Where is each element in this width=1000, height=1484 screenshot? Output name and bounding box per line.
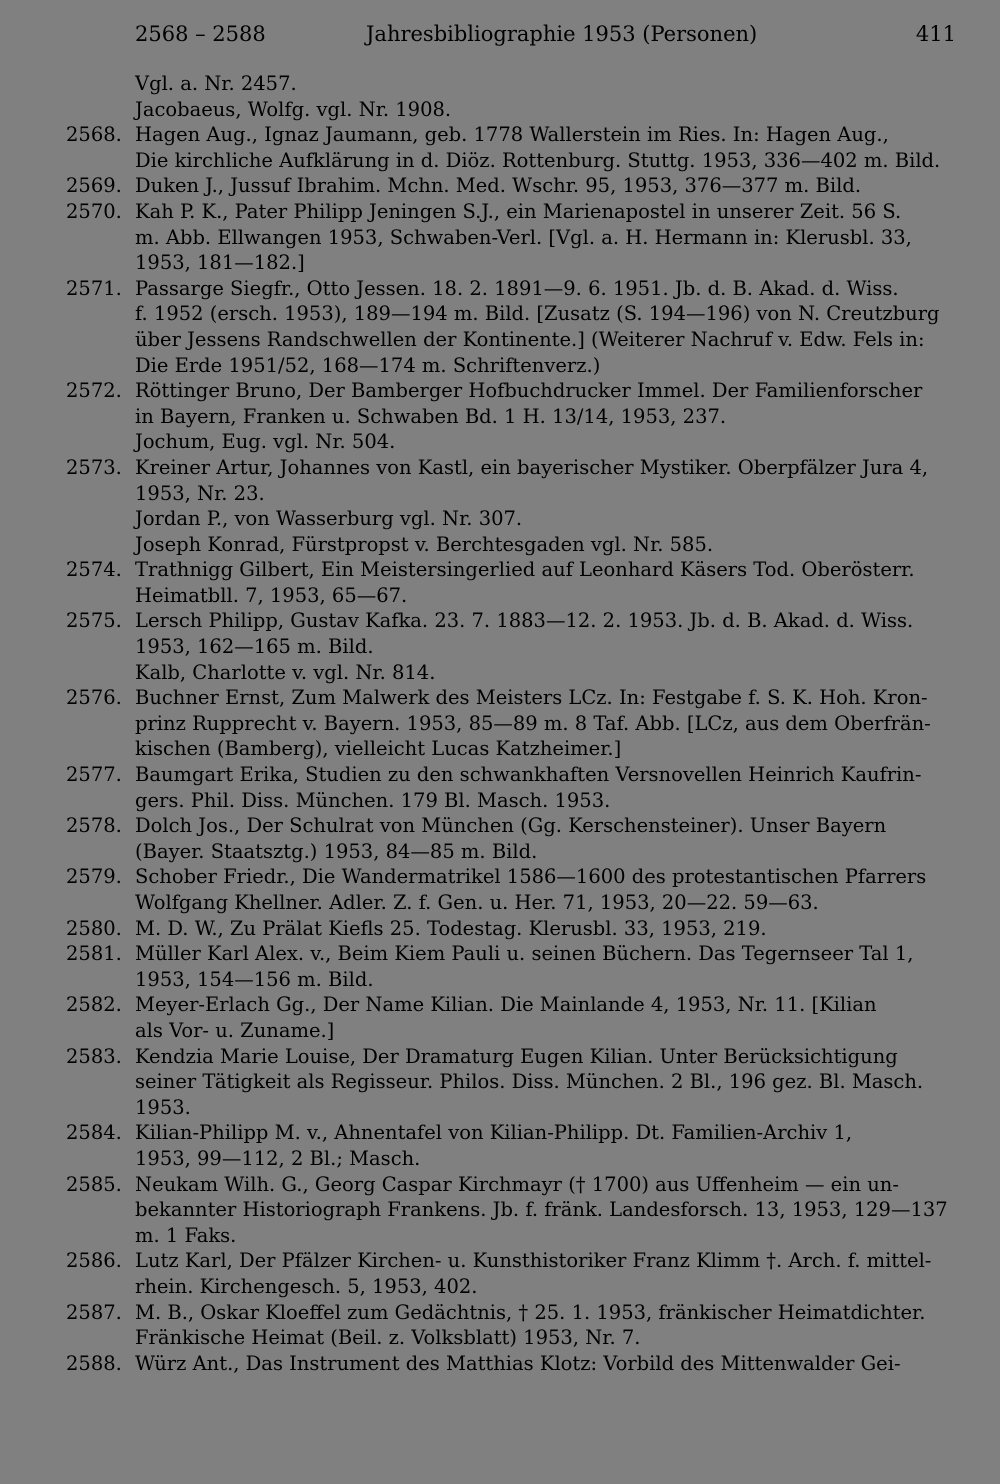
entry-number: 2587. (66, 1300, 122, 1324)
entry-number: 2575. (66, 609, 122, 633)
page-number: 411 (915, 22, 956, 46)
entry-line: Schober Friedr., Die Wandermatrikel 1586—1600 des protestantischen Pfarrers (135, 865, 927, 889)
entry-line: Dolch Jos., Der Schulrat von München (Gg. Kerschensteiner). Unser Bayern (135, 814, 887, 838)
entry-line: M. B., Oskar Kloeffel zum Gedächtnis, † 25. 1. 1953, fränkischer Heimatdichter. (135, 1300, 926, 1324)
entry-line: f. 1952 (ersch. 1953), 189—194 m. Bild. [Zusatz (S. 194—196) von N. Creutzburg (135, 302, 940, 326)
entry-text (135, 429, 956, 455)
cross-reference (0, 97, 1000, 123)
entry-line: Buchner Ernst, Zum Malwerk des Meisters LCz. In: Festgabe f. S. K. Hoh. Kron- (135, 686, 928, 710)
entry-number: 2584. (66, 1121, 122, 1145)
entry-line: m. 1 Faks. (135, 1223, 237, 1247)
entry-line: Lutz Karl, Der Pfälzer Kirchen- u. Kunsthistoriker Franz Klimm †. Arch. f. mittel- (135, 1249, 932, 1273)
cross-reference (0, 532, 1000, 558)
bibliography-entry (0, 813, 1000, 864)
entry-line: Baumgart Erika, Studien zu den schwankhaften Versnovellen Heinrich Kaufrin- (135, 763, 922, 787)
entry-range: 2568 – 2588 (135, 22, 266, 46)
entry-number: 2576. (66, 686, 122, 710)
entry-line: Die Erde 1951/52, 168—174 m. Schriftenverz.) (135, 353, 601, 377)
entry-text (135, 199, 956, 276)
running-title: Jahresbibliographie 1953 (Personen) (366, 22, 758, 46)
entry-line: Duken J., Jussuf Ibrahim. Mchn. Med. Wschr. 95, 1953, 376—377 m. Bild. (135, 174, 862, 198)
entry-number: 2571. (66, 276, 122, 300)
entry-line: in Bayern, Franken u. Schwaben Bd. 1 H. 13/14, 1953, 237. (135, 404, 727, 428)
bibliography-entry (0, 199, 1000, 276)
entry-text (135, 506, 956, 532)
entry-line: Kreiner Artur, Johannes von Kastl, ein bayerischer Mystiker. Oberpfälzer Jura 4, (135, 455, 929, 479)
entry-line: 1953. (135, 1095, 191, 1119)
entry-line: Röttinger Bruno, Der Bamberger Hofbuchdrucker Immel. Der Familienforscher (135, 379, 923, 403)
entry-number: 2578. (66, 814, 122, 838)
bibliography-entry (0, 557, 1000, 608)
entry-text (135, 916, 956, 942)
bibliography-entry (0, 1044, 1000, 1121)
entry-line: Heimatbll. 7, 1953, 65—67. (135, 583, 408, 607)
entry-number: 2573. (66, 455, 122, 479)
entry-number: 2585. (66, 1172, 122, 1196)
entry-line: Jordan P., von Wasserburg vgl. Nr. 307. (135, 507, 523, 531)
bibliography-entry (0, 276, 1000, 378)
entry-number: 2580. (66, 916, 122, 940)
entry-text (135, 941, 956, 992)
bibliography-entry (0, 455, 1000, 506)
entry-line: m. Abb. Ellwangen 1953, Schwaben-Verl. [Vgl. a. H. Hermann in: Klerusbl. 33, (135, 225, 912, 249)
entry-line: Hagen Aug., Ignaz Jaumann, geb. 1778 Wallerstein im Ries. In: Hagen Aug., (135, 123, 889, 147)
entry-line: 1953, 162—165 m. Bild. (135, 635, 374, 659)
entry-text (135, 1248, 956, 1299)
entry-text (135, 813, 956, 864)
entry-line: 1953, Nr. 23. (135, 481, 265, 505)
entry-text (135, 97, 956, 123)
entry-text (135, 1300, 956, 1351)
entry-line: Vgl. a. Nr. 2457. (135, 72, 297, 95)
entry-line: Meyer-Erlach Gg., Der Name Kilian. Die Mainlande 4, 1953, Nr. 11. [Kilian (135, 993, 877, 1017)
entry-text (135, 532, 956, 558)
entry-list (0, 71, 1000, 1376)
entry-number: 2583. (66, 1044, 122, 1068)
entry-line: seiner Tätigkeit als Regisseur. Philos. Diss. München. 2 Bl., 196 gez. Bl. Masch. (135, 1070, 924, 1094)
cross-reference (0, 506, 1000, 532)
entry-line: Neukam Wilh. G., Georg Caspar Kirchmayr († 1700) aus Uffenheim — ein un- (135, 1172, 899, 1196)
entry-text (135, 276, 956, 378)
entry-line: prinz Rupprecht v. Bayern. 1953, 85—89 m. 8 Taf. Abb. [LCz, aus dem Oberfrän- (135, 711, 931, 735)
entry-line: gers. Phil. Diss. München. 179 Bl. Masch. 1953. (135, 788, 611, 812)
entry-line: bekannter Historiograph Frankens. Jb. f. fränk. Landesforsch. 13, 1953, 129—137 (135, 1198, 948, 1222)
bibliography-entry (0, 378, 1000, 429)
bibliography-entry (0, 1300, 1000, 1351)
entry-line: M. D. W., Zu Prälat Kiefls 25. Todestag. Klerusbl. 33, 1953, 219. (135, 916, 767, 940)
entry-number: 2581. (66, 942, 122, 966)
entry-line: 1953, 154—156 m. Bild. (135, 967, 374, 991)
entry-number: 2582. (66, 993, 122, 1017)
entry-number: 2579. (66, 865, 122, 889)
entry-line: 1953, 181—182.] (135, 251, 305, 275)
entry-number: 2574. (66, 558, 122, 582)
entry-text (135, 762, 956, 813)
entry-line: Jochum, Eug. vgl. Nr. 504. (135, 430, 396, 454)
entry-text (135, 455, 956, 506)
bibliography-entry (0, 122, 1000, 173)
entry-text (135, 1172, 956, 1249)
entry-line: Kendzia Marie Louise, Der Dramaturg Eugen Kilian. Unter Berücksichtigung (135, 1044, 898, 1068)
entry-line: Kalb, Charlotte v. vgl. Nr. 814. (135, 660, 436, 684)
entry-text (135, 173, 956, 199)
entry-text (135, 557, 956, 608)
entry-text (135, 660, 956, 686)
entry-line: Wolfgang Khellner. Adler. Z. f. Gen. u. Her. 71, 1953, 20—22. 59—63. (135, 891, 819, 914)
entry-text (135, 1351, 956, 1377)
bibliography-entry (0, 608, 1000, 659)
entry-text (135, 1120, 956, 1171)
page-header (0, 22, 1000, 58)
entry-number: 2568. (66, 123, 122, 147)
entry-text (135, 992, 956, 1043)
bibliography-entry (0, 1351, 1000, 1377)
entry-line: Passarge Siegfr., Otto Jessen. 18. 2. 1891—9. 6. 1951. Jb. d. B. Akad. d. Wiss. (135, 276, 899, 300)
entry-text (135, 378, 956, 429)
entry-line: Fränkische Heimat (Beil. z. Volksblatt) 1953, Nr. 7. (135, 1326, 641, 1350)
cross-reference (0, 429, 1000, 455)
entry-line: Kilian-Philipp M. v., Ahnentafel von Kilian-Philipp. Dt. Familien-Archiv 1, (135, 1121, 853, 1145)
bibliography-entry (0, 685, 1000, 762)
bibliography-entry (0, 173, 1000, 199)
bibliography-entry (0, 941, 1000, 992)
bibliography-entry (0, 916, 1000, 942)
entry-text (135, 685, 956, 762)
entry-line: (Bayer. Staatsztg.) 1953, 84—85 m. Bild. (135, 839, 538, 863)
cross-reference (0, 71, 1000, 97)
entry-text (135, 608, 956, 659)
entry-text (135, 1044, 956, 1121)
entry-line: Joseph Konrad, Fürstpropst v. Berchtesgaden vgl. Nr. 585. (135, 532, 714, 556)
entry-line: Jacobaeus, Wolfg. vgl. Nr. 1908. (135, 97, 452, 121)
entry-line: Trathnigg Gilbert, Ein Meistersingerlied auf Leonhard Käsers Tod. Oberösterr. (135, 558, 915, 582)
entry-line: als Vor- u. Zuname.] (135, 1018, 335, 1042)
bibliography-entry (0, 992, 1000, 1043)
entry-line: Würz Ant., Das Instrument des Matthias Klotz: Vorbild des Mittenwalder Gei- (135, 1351, 901, 1375)
entry-number: 2569. (66, 174, 122, 198)
entry-number: 2572. (66, 379, 122, 403)
bibliography-entry (0, 864, 1000, 915)
bibliography-entry (0, 1248, 1000, 1299)
entry-number: 2588. (66, 1351, 122, 1375)
entry-number: 2570. (66, 199, 122, 223)
entry-line: rhein. Kirchengesch. 5, 1953, 402. (135, 1274, 478, 1298)
entry-line: Lersch Philipp, Gustav Kafka. 23. 7. 1883—12. 2. 1953. Jb. d. B. Akad. d. Wiss. (135, 609, 914, 633)
entry-text (135, 864, 956, 915)
entry-text (135, 71, 956, 97)
bibliography-entry (0, 762, 1000, 813)
entry-number: 2586. (66, 1249, 122, 1273)
entry-line: über Jessens Randschwellen der Kontinente.] (Weiterer Nachruf v. Edw. Fels in: (135, 327, 925, 351)
bibliography-entry (0, 1172, 1000, 1249)
entry-line: Die kirchliche Aufklärung in d. Diöz. Rottenburg. Stuttg. 1953, 336—402 m. Bild. (135, 148, 941, 172)
entry-number: 2577. (66, 763, 122, 787)
entry-text (135, 122, 956, 173)
entry-line: 1953, 99—112, 2 Bl.; Masch. (135, 1146, 421, 1170)
entry-line: Müller Karl Alex. v., Beim Kiem Pauli u. seinen Büchern. Das Tegernseer Tal 1, (135, 942, 914, 966)
bibliography-entry (0, 1120, 1000, 1171)
cross-reference (0, 660, 1000, 686)
entry-line: Kah P. K., Pater Philipp Jeningen S.J., ein Marienapostel in unserer Zeit. 56 S. (135, 199, 902, 223)
entry-line: kischen (Bamberg), vielleicht Lucas Katzheimer.] (135, 737, 622, 761)
